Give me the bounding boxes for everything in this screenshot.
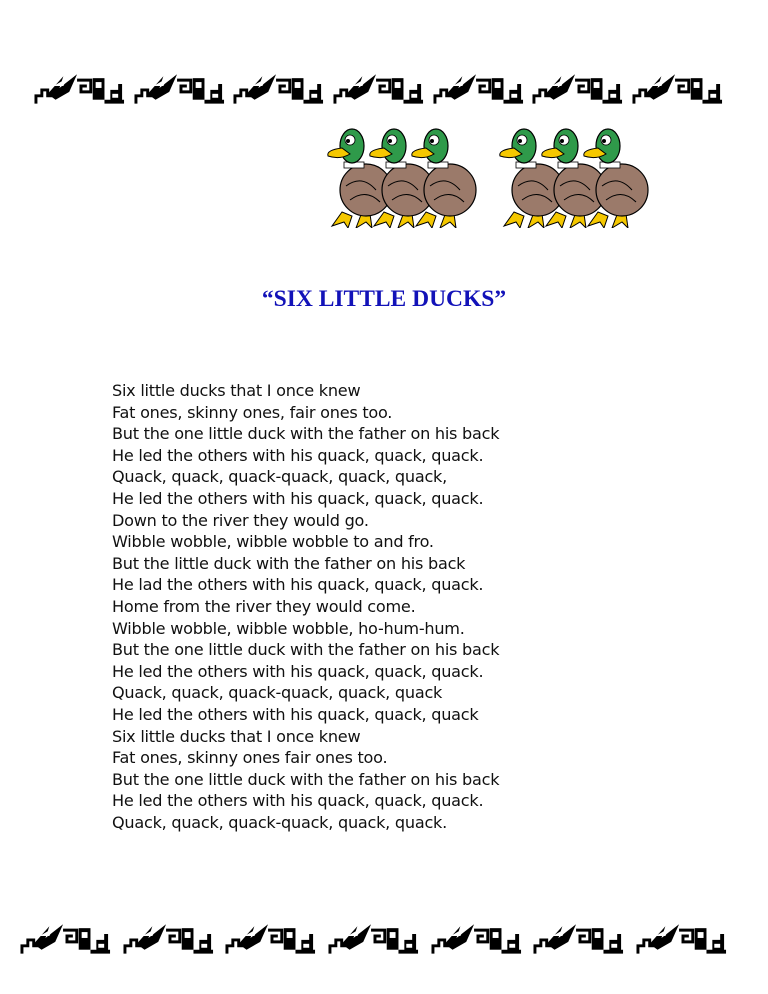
decorative-border-top — [34, 66, 724, 106]
lyric-line: He led the others with his quack, quack, quack. — [112, 488, 484, 508]
lyric-line: But the one little duck with the father on his back — [112, 640, 500, 660]
lyric-line: Wibble wobble, wibble wobble, ho-hum-hum. — [112, 618, 465, 638]
lyric-line: But the one little duck with the father on his back — [112, 769, 500, 789]
tribal-border-icon — [532, 66, 624, 106]
lyric-line: He led the others with his quack, quack, quack — [112, 704, 479, 724]
tribal-border-icon — [225, 916, 317, 956]
tribal-border-icon — [333, 66, 425, 106]
lyric-line: Six little ducks that I once knew — [112, 726, 361, 746]
lyric-line: Six little ducks that I once knew — [112, 381, 361, 400]
tribal-border-icon — [20, 916, 112, 956]
lyric-line: Fat ones, skinny ones, fair ones too. — [112, 402, 393, 422]
lyrics-list — [112, 380, 672, 833]
tribal-border-icon — [636, 916, 728, 956]
lyric-line: Quack, quack, quack-quack, quack, quack. — [112, 812, 447, 832]
tribal-border-icon — [433, 66, 525, 106]
lyric-line: But the little duck with the father on his back — [112, 553, 466, 573]
tribal-border-icon — [533, 916, 625, 956]
lyric-line: He led the others with his quack, quack, quack. — [112, 791, 484, 811]
lyric-line: Down to the river they would go. — [112, 510, 369, 530]
lyric-line: He led the others with his quack, quack, quack. — [112, 445, 484, 465]
tribal-border-icon — [123, 916, 215, 956]
lyric-line: Quack, quack, quack-quack, quack, quack — [112, 683, 443, 703]
lyric-line: But the one little duck with the father on his back — [112, 424, 500, 444]
tribal-border-icon — [632, 66, 724, 106]
lyric-line: He led the others with his quack, quack, quack. — [112, 661, 484, 681]
ducks-illustration — [310, 112, 664, 228]
tribal-border-icon — [233, 66, 325, 106]
song-title: “SIX LITTLE DUCKS” — [261, 286, 507, 312]
tribal-border-icon — [34, 66, 126, 106]
tribal-border-icon — [328, 916, 420, 956]
lyric-line: Quack, quack, quack-quack, quack, quack, — [112, 467, 447, 487]
lyric-line: He lad the others with his quack, quack, quack. — [112, 575, 484, 595]
tribal-border-icon — [134, 66, 226, 106]
lyric-line: Home from the river they would come. — [112, 596, 416, 616]
tribal-border-icon — [431, 916, 523, 956]
lyric-line: Wibble wobble, wibble wobble to and fro. — [112, 532, 434, 552]
decorative-border-bottom — [20, 916, 728, 956]
lyric-line: Fat ones, skinny ones fair ones too. — [112, 748, 388, 768]
